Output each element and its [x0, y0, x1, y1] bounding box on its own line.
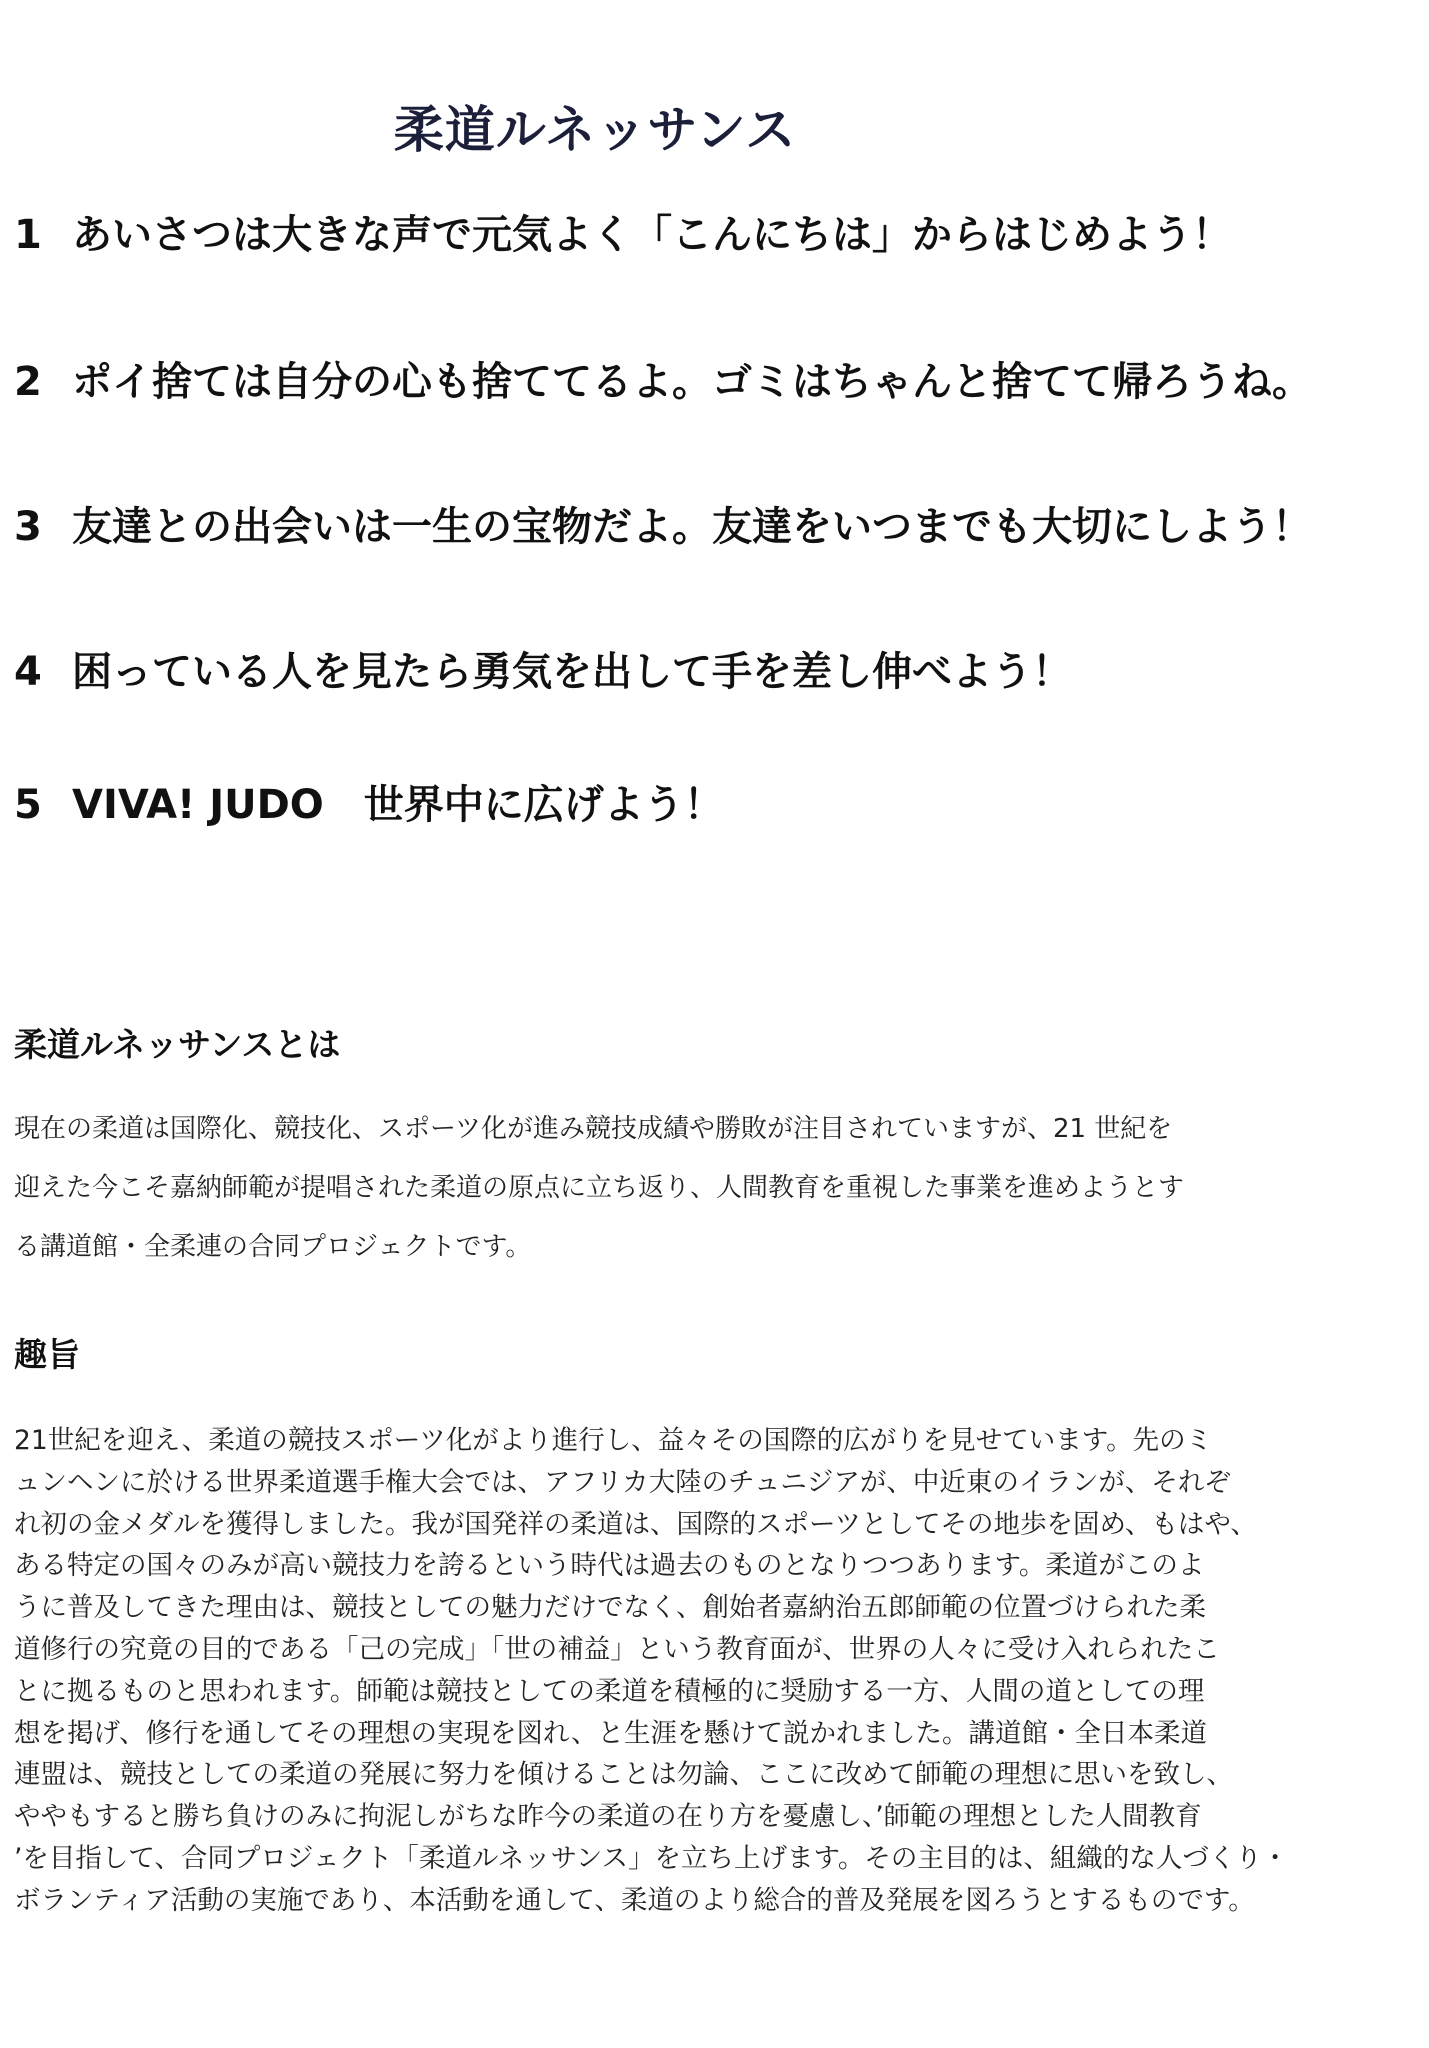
paragraph-line: ’を目指して、合同プロジェクト「柔道ルネッサンス」を立ち上げます。その主目的は、組織的な人づくり・: [14, 1842, 1289, 1874]
rule-number: 4: [14, 649, 42, 695]
rule-number: 1: [14, 212, 42, 258]
paragraph-line: 連盟は、競技としての柔道の発展に努力を傾けることは勿論、ここに改めて師範の理想に思いを致し、: [14, 1759, 1233, 1791]
rule-text: ポイ捨ては自分の心も捨ててるよ。ゴミはちゃんと捨てて帰ろうね。: [72, 359, 1312, 405]
page-title: 柔道ルネッサンス: [393, 101, 797, 159]
paragraph-line: ややもすると勝ち負けのみに拘泥しがちな昨今の柔道の在り方を憂慮し、’師範の理想とした人間教育: [14, 1801, 1202, 1833]
about-heading: 柔道ルネッサンスとは: [14, 1025, 341, 1064]
paragraph-line: ボランティア活動の実施であり、本活動を通して、柔道のより総合的普及発展を図ろうとするものです。: [14, 1884, 1255, 1916]
rule-item-5: [14, 775, 724, 835]
paragraph-line: とに拠るものと思われます。師範は競技としての柔道を積極的に奨励する一方、人間の道としての理: [14, 1675, 1205, 1707]
rule-number: 3: [14, 504, 42, 550]
paragraph-line: る講道館・全柔連の合同プロジェクトです。: [14, 1232, 532, 1262]
about-paragraph: [14, 1100, 1354, 1277]
paragraph-line: 想を掲げ、修行を通してその理想の実現を図れ、と生涯を懸けて説かれました。講道館・全日本柔道: [14, 1717, 1208, 1749]
rule-number: 5: [14, 782, 42, 828]
rule-item-2: [14, 352, 1312, 412]
rule-text: 困っている人を見たら勇気を出して手を差し伸べよう！: [72, 649, 1072, 695]
paragraph-line: 迎えた今こそ嘉納師範が提唱された柔道の原点に立ち返り、人間教育を重視した事業を進めようとす: [14, 1173, 1185, 1203]
rule-item-4: [14, 642, 1072, 702]
paragraph-line: 21世紀を迎え、柔道の競技スポーツ化がより進行し、益々その国際的広がりを見せています。先のミ: [14, 1425, 1213, 1456]
paragraph-line: ある特定の国々のみが高い競技力を誇るという時代は過去のものとなりつつあります。柔道がこのよ: [14, 1550, 1205, 1582]
rule-item-3: [14, 497, 1312, 557]
paragraph-line: 道修行の究竟の目的である「己の完成」「世の補益」という教育面が、世界の人々に受け入れられたこ: [14, 1633, 1220, 1665]
rule-item-1: [14, 205, 1232, 265]
paragraph-line: うに普及してきた理由は、競技としての魅力だけでなく、創始者嘉納治五郎師範の位置づけられた柔: [14, 1592, 1206, 1624]
paragraph-line: れ初の金メダルを獲得しました。我が国発祥の柔道は、国際的スポーツとしてその地歩を固め、もはや、: [14, 1508, 1257, 1540]
rule-number: 2: [14, 359, 42, 405]
paragraph-line: ュンヘンに於ける世界柔道選手権大会では、アフリカ大陸のチュニジアが、中近東のイランが、それぞ: [14, 1466, 1231, 1498]
purpose-heading: 趣旨: [14, 1335, 80, 1374]
paragraph-line: 現在の柔道は国際化、競技化、スポーツ化が進み競技成績や勝敗が注目されていますが、21 世紀を: [14, 1114, 1173, 1144]
rule-text: VIVA! JUDO 世界中に広げよう！: [72, 782, 724, 828]
rule-text: 友達との出会いは一生の宝物だよ。友達をいつまでも大切にしよう！: [72, 504, 1312, 550]
rule-text: あいさつは大きな声で元気よく「こんにちは」からはじめよう！: [72, 212, 1232, 258]
purpose-paragraph: [14, 1420, 1374, 1922]
